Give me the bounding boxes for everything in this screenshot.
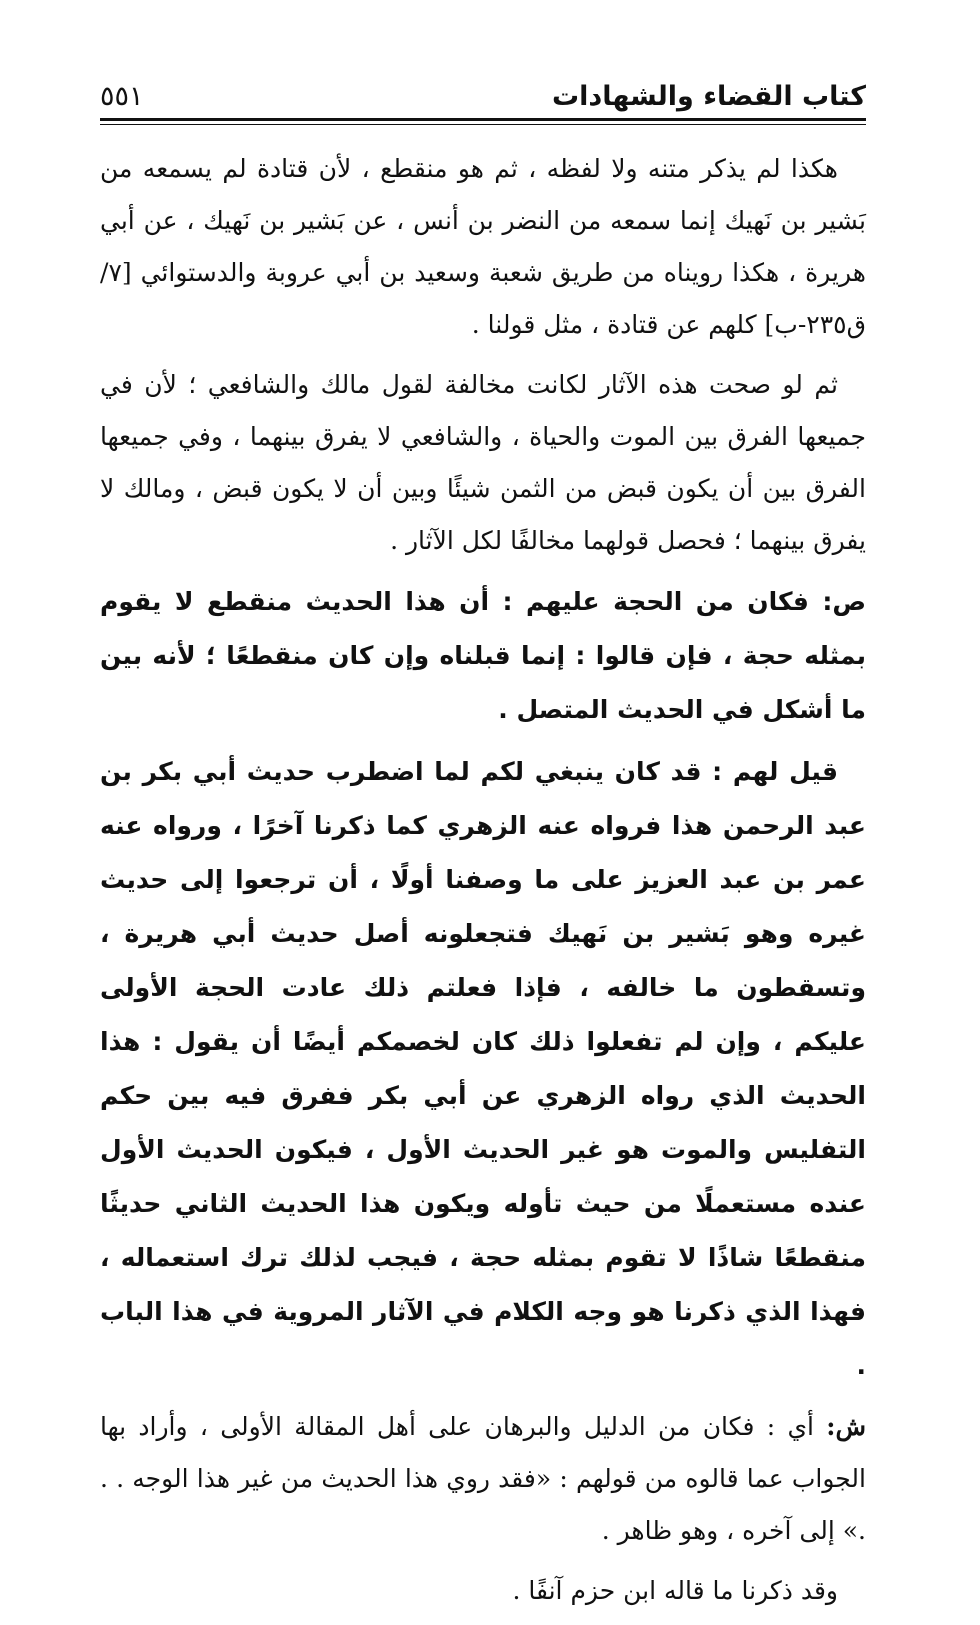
paragraph-3 <box>100 575 866 737</box>
header-title: كتاب القضاء والشهادات <box>551 81 866 112</box>
page <box>100 70 866 1625</box>
body-text <box>100 143 866 1617</box>
paragraph-5-marker: ش: <box>826 1412 866 1441</box>
paragraph-5-text: أي : فكان من الدليل والبرهان على أهل المقالة الأولى ، وأراد بها الجواب عما قالوه من قولهم : «فقد روي هذا الحديث من غير هذا الوجه . . .» إلى آخره ، وهو ظاهر . <box>100 1412 866 1545</box>
header-rule <box>100 118 866 121</box>
paragraph-3-text: فكان من الحجة عليهم : أن هذا الحديث منقطع لا يقوم بمثله حجة ، فإن قالوا : إنما قبلناه وإن كان منقطعًا ؛ لأنه بين ما أشكل في الحديث المتصل . <box>100 587 866 724</box>
paragraph-5 <box>100 1401 866 1557</box>
header-rule-thin <box>100 124 866 125</box>
running-header <box>100 70 866 112</box>
page-number: ٥٥١ <box>100 81 144 112</box>
paragraph-6: وقد ذكرنا ما قاله ابن حزم آنفًا . <box>512 1576 838 1605</box>
paragraph-1: هكذا لم يذكر متنه ولا لفظه ، ثم هو منقطع ، لأن قتادة لم يسمعه من بَشير بن نَهيك إنما سمعه من النضر بن أنس ، عن بَشير بن نَهيك ، عن أبي هريرة ، هكذا رويناه من طريق شعبة وسعيد بن أبي عروبة والدستوائي [٧/ ق٢٣٥-ب] كلهم عن قتادة ، مثل قولنا . <box>100 154 866 339</box>
paragraph-3-marker: ص: <box>822 587 866 616</box>
paragraph-2: ثم لو صحت هذه الآثار لكانت مخالفة لقول مالك والشافعي ؛ لأن في جميعها الفرق بين الموت والحياة ، والشافعي لا يفرق بينهما ، وفي جميعها الفرق بين أن يكون قبض من الثمن شيئًا وبين أن لا يكون قبض ، ومالك لا يفرق بينهما ؛ فحصل قولهما مخالفًا لكل الآثار . <box>100 370 866 555</box>
paragraph-4: قيل لهم : قد كان ينبغي لكم لما اضطرب حديث أبي بكر بن عبد الرحمن هذا فرواه عنه الزهري كما ذكرنا آخرًا ، ورواه عنه عمر بن عبد العزيز على ما وصفنا أولًا ، أن ترجعوا إلى حديث غيره وهو بَشير بن نَهيك فتجعلونه أصل حديث أبي هريرة ، وتسقطون ما خالفه ، فإذا فعلتم ذلك عادت الحجة الأولى عليكم ، وإن لم تفعلوا ذلك كان لخصمكم أيضًا أن يقول : هذا الحديث الذي رواه الزهري عن أبي بكر ففرق فيه بين حكم التفليس والموت هو غير الحديث الأول ، فيكون الحديث الأول عنده مستعملًا من حيث تأوله ويكون هذا الحديث الثاني حديثًا منقطعًا شاذًا لا تقوم بمثله حجة ، فيجب لذلك ترك استعماله ، فهذا الذي ذكرنا هو وجه الكلام في الآثار المروية في هذا الباب . <box>100 757 866 1380</box>
